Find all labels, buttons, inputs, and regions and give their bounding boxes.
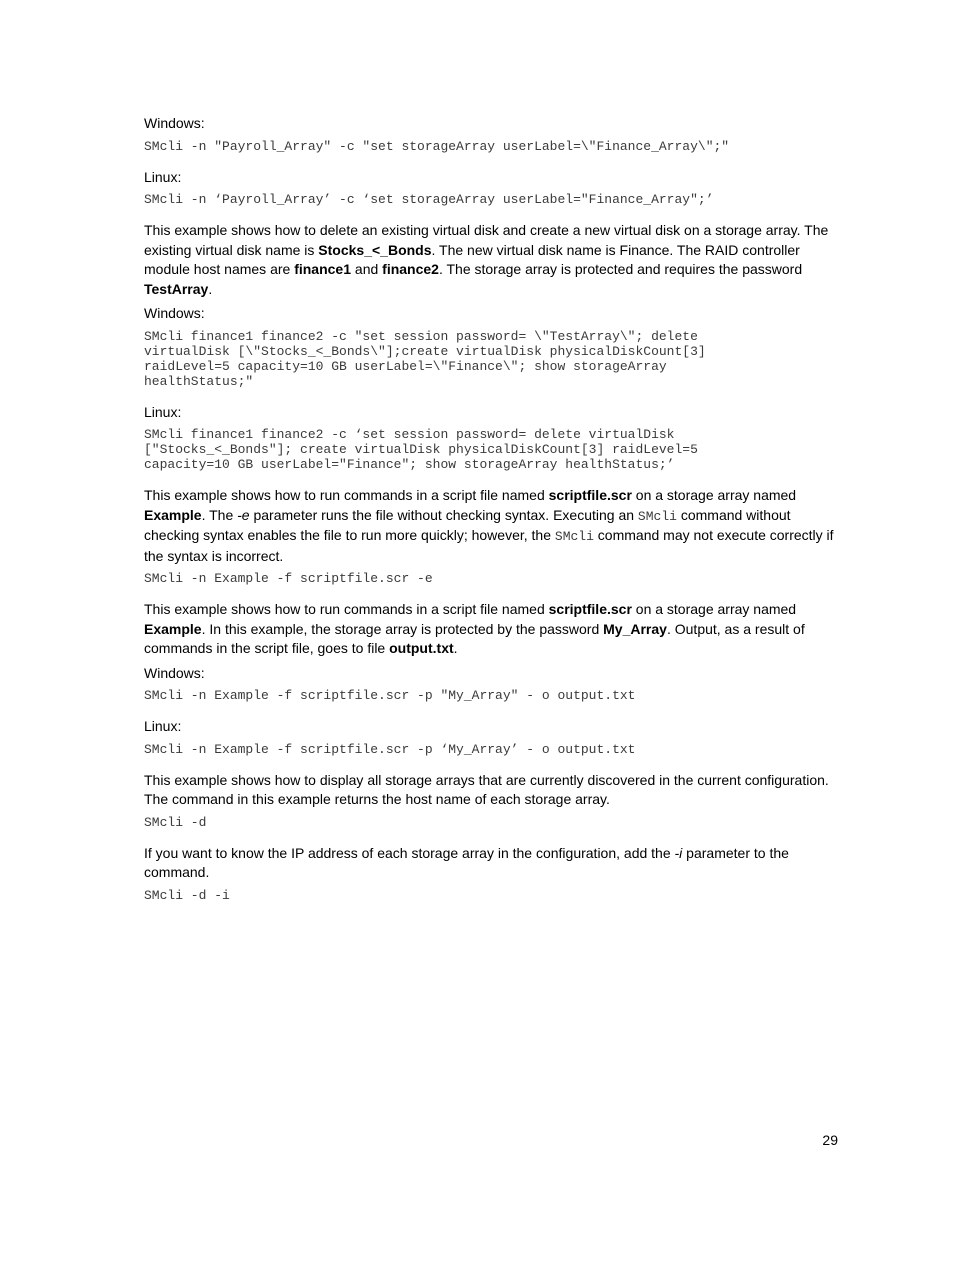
paragraph-display-arrays: This example shows how to display all storage arrays that are currently discovered in the current configuration. The command in this example returns the host name of each storage array.: [144, 771, 829, 807]
code-example: SMcli finance1 finance2 -c "set session password= \"TestArray\"; delete virtualDisk [\"Stocks_<_Bonds\"];create virtualDisk physicalDiskCount[3] raidLevel=5 capacity=10 GB userLabel=\"Finance\"; show storageArray healthStatus;": [144, 328, 706, 389]
code-example: SMcli -n ‘Payroll_Array’ -c ‘set storageArray userLabel="Finance_Array";’: [144, 192, 714, 207]
code-example: SMcli -n Example -f scriptfile.scr -p "My_Array" - o output.txt: [144, 688, 636, 703]
os-label-windows: Windows:: [144, 115, 205, 131]
page-content: [144, 114, 844, 917]
os-label-linux: Linux:: [144, 168, 182, 185]
os-label-linux: Linux:: [144, 403, 182, 420]
paragraph-script-no-syntax-check: This example shows how to run commands in a script file named scriptfile.scr on a storage array named Example. The -e parameter runs the file without checking syntax. Executing an SMcli command without checking syntax enables the file to run more quickly; however, the SMcli command may not execute correctly if the syntax is incorrect.: [144, 487, 834, 564]
os-label-windows: Windows:: [144, 305, 205, 321]
code-example: SMcli -d: [144, 814, 207, 830]
paragraph-script-with-password: This example shows how to run commands in a script file named scriptfile.scr on a storage array named Example. In this example, the storage array is protected by the password My_Array. Output, as a result of commands in the script file, goes to file output.txt.: [144, 601, 805, 656]
code-example: SMcli -d -i: [144, 887, 230, 903]
os-label-linux: Linux:: [144, 718, 182, 734]
code-example: SMcli -n Example -f scriptfile.scr -p ‘My_Array’ - o output.txt: [144, 741, 636, 757]
code-example: SMcli -n "Payroll_Array" -c "set storageArray userLabel=\"Finance_Array\";": [144, 138, 730, 154]
code-example: SMcli finance1 finance2 -c ‘set session password= delete virtualDisk ["Stocks_<_Bonds"]; create virtualDisk physicalDiskCount[3] raidLevel=5 capacity=10 GB userLabel="Finance"; show storageArray healthStatus;’: [144, 427, 698, 472]
code-example: SMcli -n Example -f scriptfile.scr -e: [144, 571, 433, 586]
paragraph-delete-virtual-disk: This example shows how to delete an existing virtual disk and create a new virtual disk on a storage array. The existing virtual disk name is Stocks_<_Bonds. The new virtual disk name is Finance. The RAID controller module host names are finance1 and finance2. The storage array is protected and requires the password TestArray.: [144, 222, 829, 297]
os-label-windows: Windows:: [144, 664, 205, 681]
page-number: 29: [822, 1132, 838, 1148]
paragraph-ip-address: If you want to know the IP address of each storage array in the configuration, add the -i parameter to the command.: [144, 844, 789, 880]
